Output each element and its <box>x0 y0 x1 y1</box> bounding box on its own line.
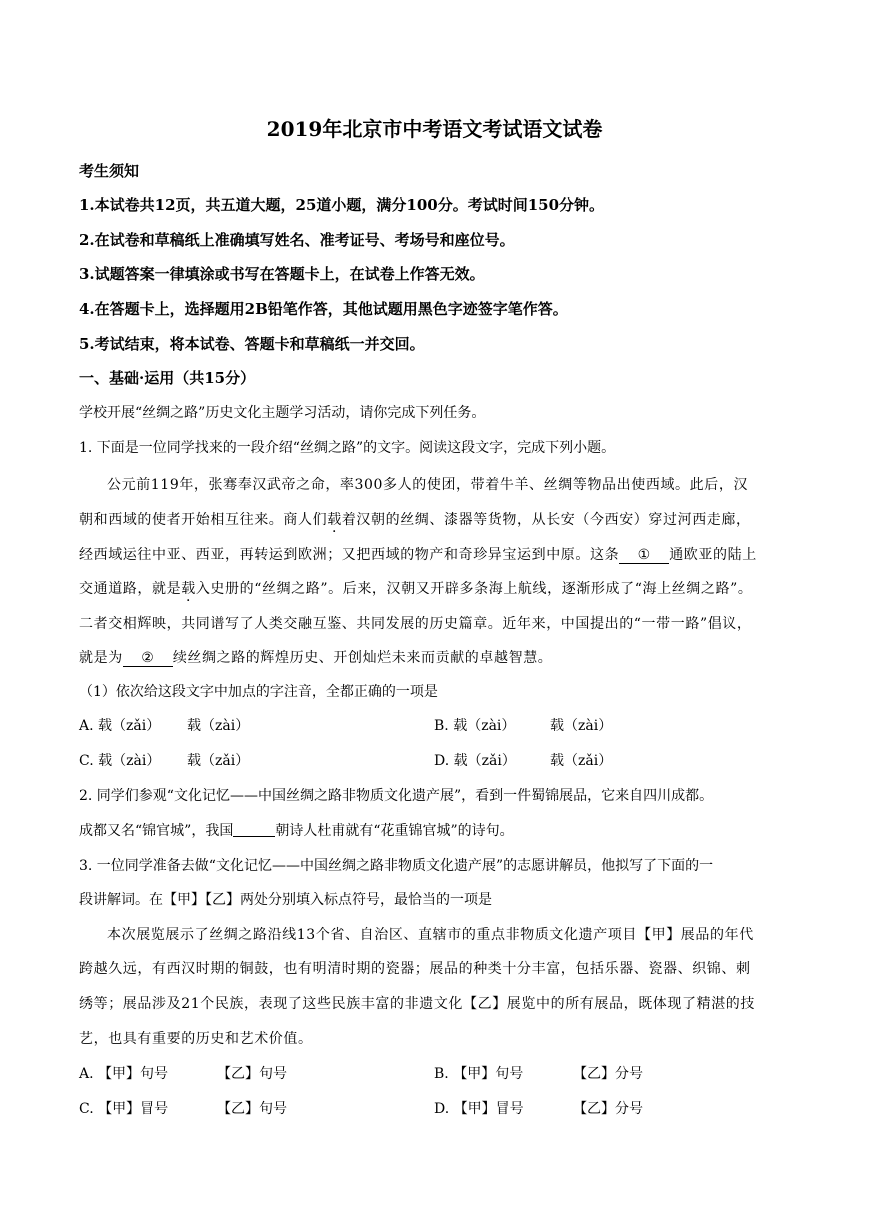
option-b-second: 载（zài） <box>550 718 613 734</box>
option-d-second: 载（zǎi） <box>550 753 613 769</box>
notice-heading: 考生须知 <box>79 162 140 180</box>
q3-option-b[interactable]: B. 【甲】句号 <box>434 1066 524 1082</box>
passage-text: 交通道路，就是 <box>79 581 182 597</box>
dotted-char: 载 <box>181 581 196 597</box>
option-c-second: 载（zǎi） <box>187 753 250 769</box>
question-2-line-1: 2. 同学们参观“文化记忆——中国丝绸之路非物质文化遗产展”，看到一件蜀锦展品，它来自四川成都。 <box>79 788 714 804</box>
sub-question-1: （1）依次给这段文字中加点的字注音，全都正确的一项是 <box>79 684 438 700</box>
q3-option-c-second: 【乙】句号 <box>217 1101 287 1117</box>
q3-option-a[interactable]: A. 【甲】句号 <box>79 1066 169 1082</box>
question-3-line-1: 3. 一位同学准备去做“文化记忆——中国丝绸之路非物质文化遗产展”的志愿讲解员，他拟写了下面的一 <box>79 858 714 874</box>
passage-text: 朝和西域的使者开始相互往来。商人们 <box>79 512 328 528</box>
question-1-intro: 1. 下面是一位同学找来的一段介绍“丝绸之路”的文字。阅读这段文字，完成下列小题。 <box>79 440 616 456</box>
q3-option-d-second: 【乙】分号 <box>573 1101 643 1117</box>
q3-passage-line-3: 绣等；展品涉及21个民族，表现了这些民族丰富的非遗文化【乙】展览中的所有展品，既体现了精湛的技 <box>79 996 756 1012</box>
option-c[interactable]: C. 载（zài） <box>79 753 161 769</box>
answer-blank[interactable] <box>233 822 275 837</box>
question-text: 朝诗人杜甫就有“花重锦官城”的诗句。 <box>275 823 514 839</box>
q3-passage-line-1: 本次展览展示了丝绸之路沿线13个省、自治区、直辖市的重点非物质文化遗产项目【甲】展品的年代 <box>107 927 754 943</box>
notice-item-5: 5.考试结束，将本试卷、答题卡和草稿纸一并交回。 <box>79 335 425 353</box>
option-a-second: 载（zài） <box>187 718 250 734</box>
passage-text: 着汉朝的丝绸、漆器等货物，从长安（今西安）穿过河西走廊， <box>341 512 751 528</box>
question-3-line-2: 段讲解词。在【甲】【乙】两处分别填入标点符号，最恰当的一项是 <box>79 892 492 908</box>
q3-options-row-1 <box>79 1063 779 1083</box>
q3-passage-line-2: 跨越久远，有西汉时期的铜鼓，也有明清时期的瓷器；展品的种类十分丰富，包括乐器、瓷器、织锦、刺 <box>79 961 751 977</box>
passage-text: 通欧亚的陆上 <box>669 547 757 563</box>
passage-text: 经西域运往中亚、西亚，再转运到欧洲；又把西域的物产和奇珍异宝运到中原。这条 <box>79 547 620 563</box>
passage-text: 续丝绸之路的辉煌历史、开创灿烂未来而贡献的卓越智慧。 <box>172 650 553 666</box>
notice-item-3: 3.试题答案一律填涂或书写在答题卡上，在试卷上作答无效。 <box>79 265 485 283</box>
section-intro: 学校开展“丝绸之路”历史文化主题学习活动，请你完成下列任务。 <box>79 405 486 421</box>
question-2-line-2 <box>79 820 514 840</box>
dotted-char: 载 <box>327 512 342 528</box>
option-b[interactable]: B. 载（zài） <box>434 718 516 734</box>
question-text: 成都又名“锦官城”，我国 <box>79 823 234 839</box>
option-d[interactable]: D. 载（zǎi） <box>434 753 516 769</box>
option-a[interactable]: A. 载（zǎi） <box>79 718 161 734</box>
q3-option-a-second: 【乙】句号 <box>217 1066 287 1082</box>
blank-1: ① <box>619 548 669 564</box>
passage-line-5: 二者交相辉映，共同谱写了人类交融互鉴、共同发展的历史篇章。近年来，中国提出的“一带一路”倡议， <box>79 616 752 632</box>
notice-item-4: 4.在答题卡上，选择题用2B铅笔作答，其他试题用黑色字迹签字笔作答。 <box>79 300 568 318</box>
passage-line-3 <box>79 544 757 564</box>
notice-item-1: 1.本试卷共12页，共五道大题，25道小题，满分100分。考试时间150分钟。 <box>79 196 605 214</box>
q3-option-c[interactable]: C. 【甲】冒号 <box>79 1101 169 1117</box>
page-title: 2019年北京市中考语文考试语文试卷 <box>266 117 603 141</box>
q3-passage-line-4: 艺，也具有重要的历史和艺术价值。 <box>79 1031 313 1047</box>
passage-text: 就是为 <box>79 650 123 666</box>
passage-line-2 <box>79 509 751 529</box>
passage-text: 入史册的“丝绸之路”。后来，汉朝又开辟多条海上航线，逐渐形成了“海上丝绸之路”。 <box>195 581 753 597</box>
q3-option-d[interactable]: D. 【甲】冒号 <box>434 1101 524 1117</box>
blank-2: ② <box>123 651 173 667</box>
passage-line-6 <box>79 647 552 667</box>
passage-line-4 <box>79 578 752 598</box>
notice-item-2: 2.在试卷和草稿纸上准确填写姓名、准考证号、考场号和座位号。 <box>79 231 515 249</box>
options-row-2 <box>79 750 779 770</box>
q3-options-row-2 <box>79 1098 779 1118</box>
passage-line-1: 公元前119年，张骞奉汉武帝之命，率300多人的使团，带着牛羊、丝绸等物品出使西域。此后，汉 <box>107 477 749 493</box>
section-heading: 一、基础·运用（共15分） <box>79 369 256 387</box>
q3-option-b-second: 【乙】分号 <box>573 1066 643 1082</box>
options-row-1 <box>79 715 779 735</box>
